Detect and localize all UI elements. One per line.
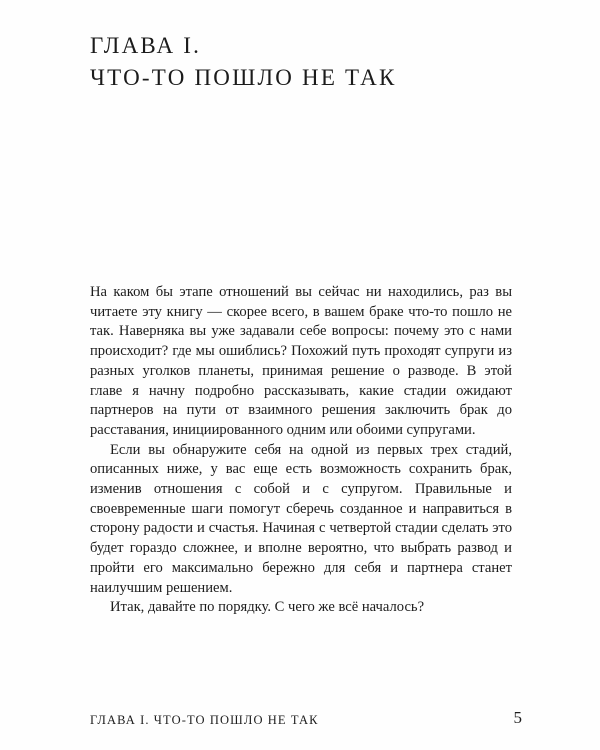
body-text (90, 283, 512, 618)
chapter-title: ЧТО-ТО ПОШЛО НЕ ТАК (90, 65, 397, 90)
paragraph-3: Итак, давайте по порядку. С чего же всё началось? (110, 599, 425, 616)
paragraph-2: Если вы обнаружите себя на одной из первых трех стадий, описанных ниже, у вас еще есть возможность сохранить брак, изменив отношения с собой и с супругом. Правильные и своевременные шаги помогут сберечь созданное и направиться в сторону радости и счастья. Начиная с четвертой стадии сделать это будет гораздо сложнее, и вполне вероятно, что выбрать развод и пройти его максимально бережно для себя и партнера станет наилучшим решением. (90, 441, 512, 596)
page-footer (90, 710, 522, 730)
chapter-heading (90, 30, 530, 94)
running-head: ГЛАВА I. ЧТО-ТО ПОШЛО НЕ ТАК (90, 713, 319, 727)
chapter-label: ГЛАВА I. (90, 33, 202, 58)
paragraph-1: На каком бы этапе отношений вы сейчас ни находились, раз вы читаете эту книгу — скорее всего, в вашем браке что-то пошло не так. Наверняка вы уже задавали себе вопросы: почему это с нами происходит? где мы ошиблись? Похожий путь проходят супруги из разных уголков планеты, принимая решение о разводе. В этой главе я начну подробно рассказывать, какие стадии ожидают партнеров на пути от взаимного решения заключить брак до расставания, инициированного одним или обоими супругами. (90, 284, 512, 438)
page-number: 5 (513, 708, 522, 727)
